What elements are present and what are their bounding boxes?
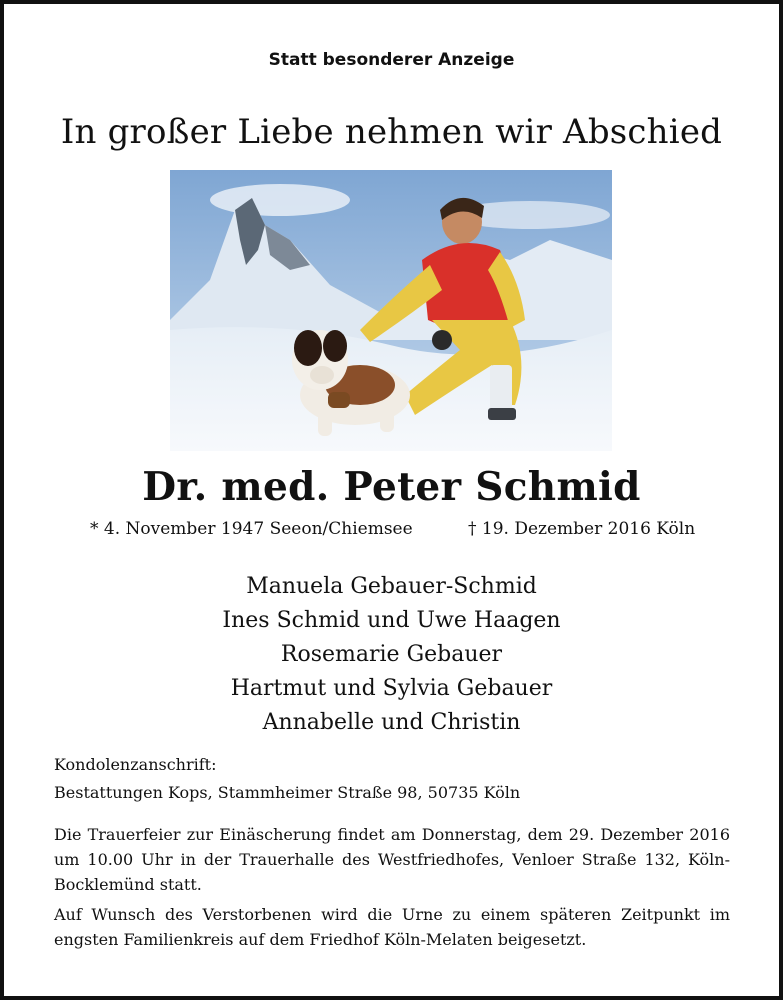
birth-date: * 4. November 1947 Seeon/Chiemsee xyxy=(90,519,413,539)
mourners-list xyxy=(4,570,779,740)
cloud xyxy=(210,184,350,216)
life-dates xyxy=(4,519,779,543)
mourner-name: Ines Schmid und Uwe Haagen xyxy=(222,608,561,633)
mourner-name: Hartmut und Sylvia Gebauer xyxy=(230,676,553,701)
mourner-name: Annabelle und Christin xyxy=(262,710,521,735)
portrait-photo xyxy=(170,170,612,451)
mourner-name: Manuela Gebauer-Schmid xyxy=(246,574,537,599)
photo-illustration xyxy=(170,170,612,451)
condolence-address: Bestattungen Kops, Stammheimer Straße 98, 50735 Köln xyxy=(54,783,521,802)
death-date: † 19. Dezember 2016 Köln xyxy=(468,519,696,539)
mourner-name: Rosemarie Gebauer xyxy=(280,642,503,667)
deceased-name: Dr. med. Peter Schmid xyxy=(142,464,641,510)
burial-paragraph: Auf Wunsch des Verstorbenen wird die Urne zu einem späteren Zeitpunkt im engsten Familienkreis auf dem Friedhof Köln-Melaten beigesetzt. xyxy=(54,905,730,949)
ceremony-paragraph: Die Trauerfeier zur Einäscherung findet am Donnerstag, dem 29. Dezember 2016 um 10.00 Uhr in der Trauerhalle des Westfriedhofes, Venloer Straße 132, Köln-Bocklemünd statt. xyxy=(54,825,730,894)
condolence-label: Kondolenzanschrift: xyxy=(54,755,217,774)
header-note: Statt besonderer Anzeige xyxy=(268,50,515,70)
headline: In großer Liebe nehmen wir Abschied xyxy=(60,112,723,152)
condolence-block xyxy=(54,752,729,806)
